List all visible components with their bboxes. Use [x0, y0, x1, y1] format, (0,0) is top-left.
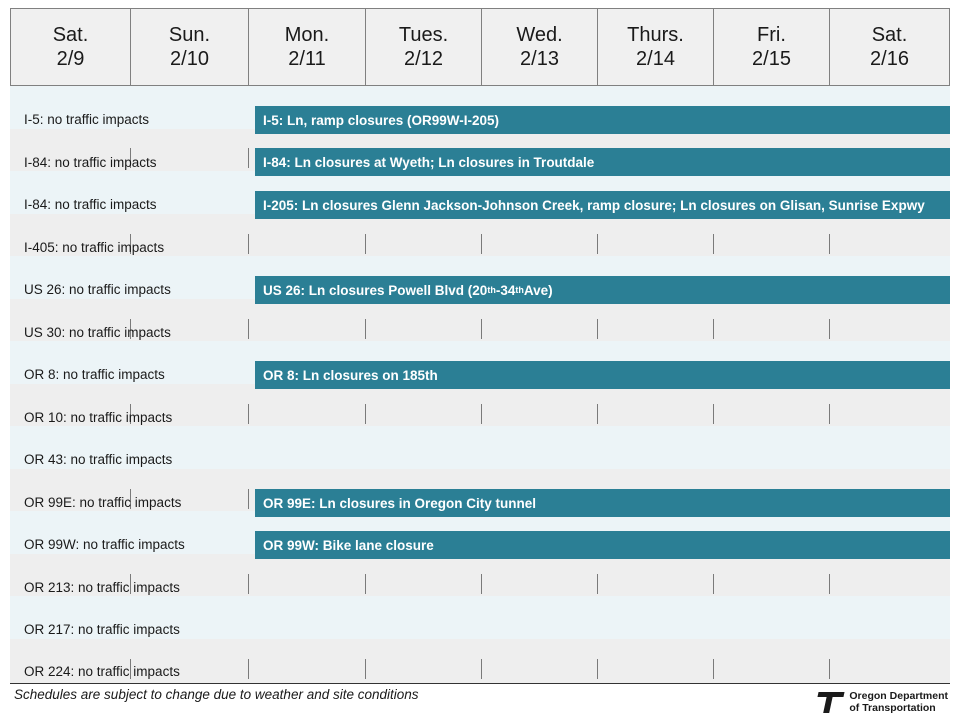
day-separator-tick — [829, 574, 830, 594]
row-label-or8: OR 8: no traffic impacts — [24, 367, 165, 382]
day-separator-tick — [248, 319, 249, 339]
day-separator-tick — [365, 319, 366, 339]
day-separator-tick — [248, 234, 249, 254]
day-separator-tick — [248, 659, 249, 679]
day-separator-tick — [365, 659, 366, 679]
odot-logo-text — [849, 690, 948, 715]
day-name: Thurs. — [627, 23, 684, 46]
day-header-sat-2-16 — [830, 9, 949, 85]
day-separator-tick — [713, 574, 714, 594]
closure-bar-us26: US 26: Ln closures Powell Blvd (20 th -34 th Ave) — [255, 276, 950, 304]
row-label-i405: I-405: no traffic impacts — [24, 240, 165, 255]
day-separator-tick — [365, 574, 366, 594]
day-separator-tick — [597, 234, 598, 254]
row-label-us30: US 30: no traffic impacts — [24, 325, 171, 340]
day-separator-tick — [829, 234, 830, 254]
row-label-or43: OR 43: no traffic impacts — [24, 452, 173, 467]
day-separator-tick — [713, 404, 714, 424]
day-separator-tick — [481, 659, 482, 679]
row-label-or99w: OR 99W: no traffic impacts — [24, 537, 185, 552]
row-label-us26: US 26: no traffic impacts — [24, 282, 171, 297]
day-separator-tick — [248, 489, 249, 509]
day-name: Sun. — [168, 23, 211, 46]
closure-bar-or8: OR 8: Ln closures on 185th — [255, 361, 950, 389]
day-header-fri-2-15 — [714, 9, 830, 85]
day-header-row — [10, 8, 950, 86]
day-date: 2/11 — [288, 48, 326, 70]
closure-bar-i205: I-205: Ln closures Glenn Jackson-Johnson Creek, ramp closure; Ln closures on Glisan, Sunrise Expwy — [255, 191, 950, 219]
day-separator-tick — [597, 574, 598, 594]
row-label-or99e: OR 99E: no traffic impacts — [24, 495, 182, 510]
odot-logo-line2: of Transportation — [849, 702, 936, 714]
day-separator-tick — [597, 404, 598, 424]
day-separator-tick — [481, 234, 482, 254]
day-separator-tick — [829, 404, 830, 424]
day-name: Mon. — [284, 23, 330, 46]
row-label-i5: I-5: no traffic impacts — [24, 112, 150, 127]
day-date: 2/12 — [404, 48, 443, 70]
closure-bar-i5: I-5: Ln, ramp closures (OR99W-I-205) — [255, 106, 950, 134]
day-separator-tick — [713, 319, 714, 339]
closure-bar-us26-text-mid: -34 — [495, 282, 516, 298]
day-name: Wed. — [516, 23, 563, 46]
day-date: 2/16 — [870, 48, 909, 70]
day-separator-tick — [829, 659, 830, 679]
day-separator-tick — [597, 319, 598, 339]
day-separator-tick — [481, 319, 482, 339]
day-separator-tick — [829, 319, 830, 339]
day-date: 2/10 — [170, 48, 209, 70]
closure-bar-or99w: OR 99W: Bike lane closure — [255, 531, 950, 559]
day-separator-tick — [248, 574, 249, 594]
closure-bar-i84: I-84: Ln closures at Wyeth; Ln closures in Troutdale — [255, 148, 950, 176]
day-date: 2/15 — [752, 48, 791, 70]
day-name: Fri. — [757, 23, 786, 46]
day-header-sat-2-9 — [11, 9, 131, 85]
closure-bar-us26-text-pre: US 26: Ln closures Powell Blvd (20 — [263, 282, 488, 298]
day-separator-tick — [481, 404, 482, 424]
row-label-or10: OR 10: no traffic impacts — [24, 410, 173, 425]
odot-logo-line1: Oregon Department — [849, 689, 948, 702]
day-header-tues-2-12 — [366, 9, 482, 85]
day-header-thurs-2-14 — [598, 9, 714, 85]
row-label-or213: OR 213: no traffic impacts — [24, 580, 180, 595]
day-separator-tick — [365, 234, 366, 254]
closure-bar-or99e: OR 99E: Ln closures in Oregon City tunnel — [255, 489, 950, 517]
day-separator-tick — [365, 404, 366, 424]
day-date: 2/9 — [56, 48, 85, 70]
day-separator-tick — [248, 404, 249, 424]
day-date: 2/13 — [520, 48, 559, 70]
row-label-i84-a: I-84: no traffic impacts — [24, 155, 157, 170]
day-separator-tick — [597, 659, 598, 679]
day-separator-tick — [713, 659, 714, 679]
day-name: Sat. — [52, 23, 89, 46]
row-label-i84-b: I-84: no traffic impacts — [24, 197, 157, 212]
day-name: Sat. — [871, 23, 908, 46]
footer-note: Schedules are subject to change due to weather and site conditions — [14, 687, 419, 702]
footer-divider — [10, 683, 950, 684]
closure-bar-us26-text-end: Ave) — [523, 282, 553, 298]
odot-logo-icon — [818, 690, 844, 714]
row-label-or217: OR 217: no traffic impacts — [24, 622, 180, 637]
day-date: 2/14 — [636, 48, 675, 70]
odot-logo — [818, 688, 948, 716]
day-separator-tick — [713, 234, 714, 254]
day-separator-tick — [481, 574, 482, 594]
day-name: Tues. — [398, 23, 449, 46]
day-header-wed-2-13 — [482, 9, 598, 85]
day-header-mon-2-11 — [249, 9, 366, 85]
row-label-or224: OR 224: no traffic impacts — [24, 664, 180, 679]
schedule-grid — [10, 86, 950, 683]
day-separator-tick — [248, 148, 249, 168]
day-header-sun-2-10 — [131, 9, 249, 85]
